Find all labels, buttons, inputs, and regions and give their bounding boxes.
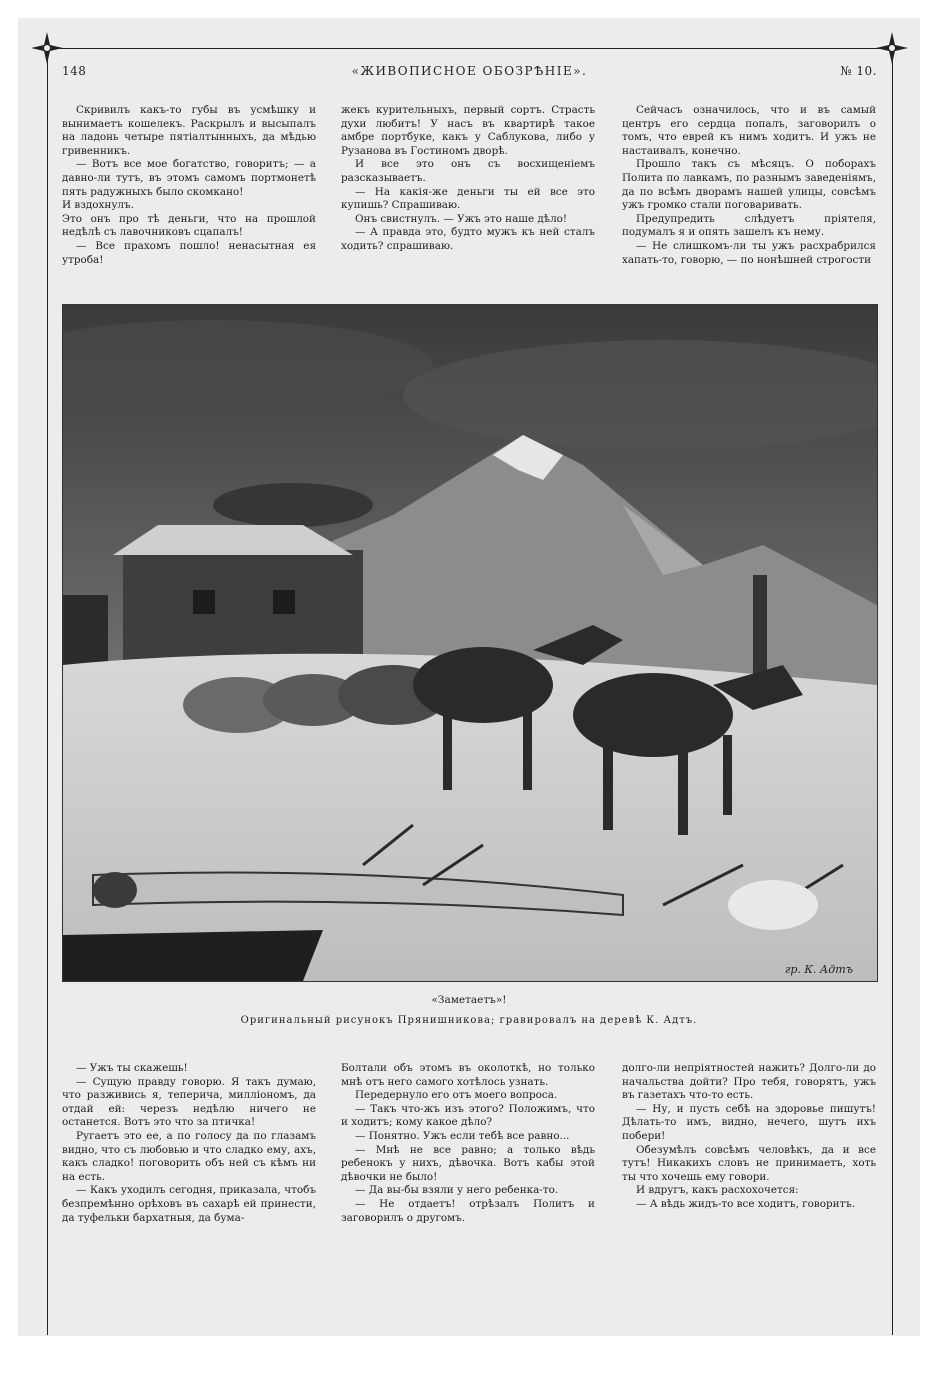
paragraph: — Все прахомъ пошло! ненасытная ея утроба! (62, 239, 316, 266)
paragraph: — Не отдаетъ! отрѣзалъ Политъ и заговорилъ о другомъ. (341, 1197, 595, 1224)
paragraph: Скривилъ какъ-то губы въ усмѣшку и вынимаетъ кошелекъ. Раскрылъ и высыпалъ на ладонь четыре пятіалтынныхъ, да мѣдью гривенникъ. (62, 104, 316, 157)
engraver-signature: гр. К. Адтъ (784, 963, 853, 976)
paragraph: долго-ли непріятностей нажить? Долго-ли до начальства дойти? Про тебя, говорятъ, ужъ въ газетахъ что-то есть. (622, 1062, 876, 1102)
engraving-illustration (62, 304, 878, 982)
running-header (62, 64, 877, 82)
page-number: 148 (62, 64, 87, 78)
bottom-column-1 (62, 1062, 316, 1225)
top-column-1 (62, 104, 316, 267)
paragraph: — Ну, и пусть себѣ на здоровье пишутъ! Дѣлать-то имъ, видно, нечего, шутъ ихъ побери! (622, 1102, 876, 1142)
paragraph: Обезумѣлъ совсѣмъ человѣкъ, да и все тутъ! Никакихъ словъ не принимаетъ, хоть ты что хочешь ему говори. (622, 1143, 876, 1183)
paragraph: — Да вы-бы взяли у него ребенка-то. (355, 1184, 559, 1197)
paragraph: — А вѣдь жидъ-то все ходитъ, говоритъ. (636, 1197, 856, 1210)
paragraph: Прошло такъ съ мѣсяцъ. О поборахъ Полита по лавкамъ, по разнымъ заведеніямъ, да по всѣмъ дворамъ нашей улицы, совсѣмъ ужъ громко стали поговаривать. (622, 158, 876, 212)
paragraph: — Вотъ все мое богатство, говоритъ; — а давно-ли тутъ, въ этомъ самомъ портмонетѣ пять радужныхъ было скомкано! (62, 158, 316, 198)
paragraph: — А правда это, будто мужъ къ ней сталъ ходить? спрашиваю. (341, 226, 595, 252)
paragraph: — Сущую правду говорю. Я такъ думаю, что разживись я, теперича, милліономъ, да отдай ей: черезъ недѣлю ничего не останется. Вотъ это что за птичка! (62, 1075, 316, 1129)
paragraph: Это онъ про тѣ деньги, что на прошлой недѣлѣ съ лавочниковъ сцапалъ! (62, 212, 316, 239)
bottom-column-3 (622, 1062, 876, 1212)
paragraph: — Такъ что-жъ изъ этого? Положимъ, что и ходитъ; кому какое дѣло? (341, 1102, 595, 1129)
frame-left-line (47, 40, 48, 1335)
paragraph: Болтали объ этомъ въ околоткѣ, но только мнѣ отъ него самого хотѣлось узнать. (341, 1062, 595, 1088)
corner-ornament-right-icon (874, 30, 910, 66)
issue-number: № 10. (840, 64, 877, 78)
paragraph: — Не слишкомъ-ли ты ужъ расхрабрился хапать-то, говорю, — по нонѣшней строгости (622, 239, 876, 266)
top-column-3 (622, 104, 876, 267)
paragraph: Передернуло его отъ моего вопроса. (355, 1089, 558, 1102)
frame-right-line (892, 40, 893, 1335)
paragraph: — Какъ уходилъ сегодня, приказала, чтобъ безпремѣнно орѣховъ въ сахарѣ ей принести, да туфельки бархатныя, да бума- (62, 1184, 316, 1224)
paragraph: Онъ свистнулъ. — Ужъ это наше дѣло! (355, 212, 568, 225)
paragraph: И вдругъ, какъ расхохочется: (636, 1184, 799, 1197)
paragraph: — Ужъ ты скажешь! (76, 1062, 188, 1074)
paragraph: — Понятно. Ужъ если тебѣ все равно... (355, 1129, 570, 1142)
paragraph: жекъ курительныхъ, первый сортъ. Страсть духи любитъ! У насъ въ квартирѣ такое амбре портбуке, какъ у Саблукова, либо у Рузанова въ Гостиномъ дворѣ. (341, 104, 595, 157)
paragraph: — На какія-же деньги ты ей все это купишь? Спрашиваю. (341, 185, 595, 212)
winter-scene-image (63, 305, 877, 981)
illustration-title: «Заметаетъ»! (431, 994, 507, 1006)
top-column-2 (341, 104, 595, 254)
paragraph: — Мнѣ не все равно; а только вѣдь ребенокъ у нихъ, дѣвочка. Вотъ кабы этой дѣвочки не было! (341, 1143, 595, 1183)
illustration-credit: Оригинальный рисунокъ Прянишникова; гравировалъ на деревѣ К. Адтъ. (240, 1015, 698, 1026)
frame-top-line (40, 48, 900, 49)
paragraph: И вздохнулъ. (62, 199, 134, 212)
corner-ornament-left-icon (29, 30, 65, 66)
paragraph: Ругаетъ это ее, а по голосу да по глазамъ видно, что съ любовью и что сладко ему, ахъ, какъ сладко! поговорить объ ней съ кѣмъ ни на есть. (62, 1129, 316, 1183)
bottom-column-2 (341, 1062, 595, 1225)
paragraph: Предупредить слѣдуетъ пріятеля, подумалъ я и опять зашелъ къ нему. (622, 212, 876, 239)
magazine-title: «ЖИВОПИСНОЕ ОБОЗРѢНІЕ». (351, 64, 588, 78)
paragraph: Сейчасъ означилось, что и въ самый центръ его сердца попалъ, заговорилъ о томъ, что еврей къ нимъ ходитъ. И ужъ не настаивалъ, конечно. (622, 104, 876, 157)
paragraph: И все это онъ съ восхищеніемъ разсказываетъ. (341, 158, 595, 184)
